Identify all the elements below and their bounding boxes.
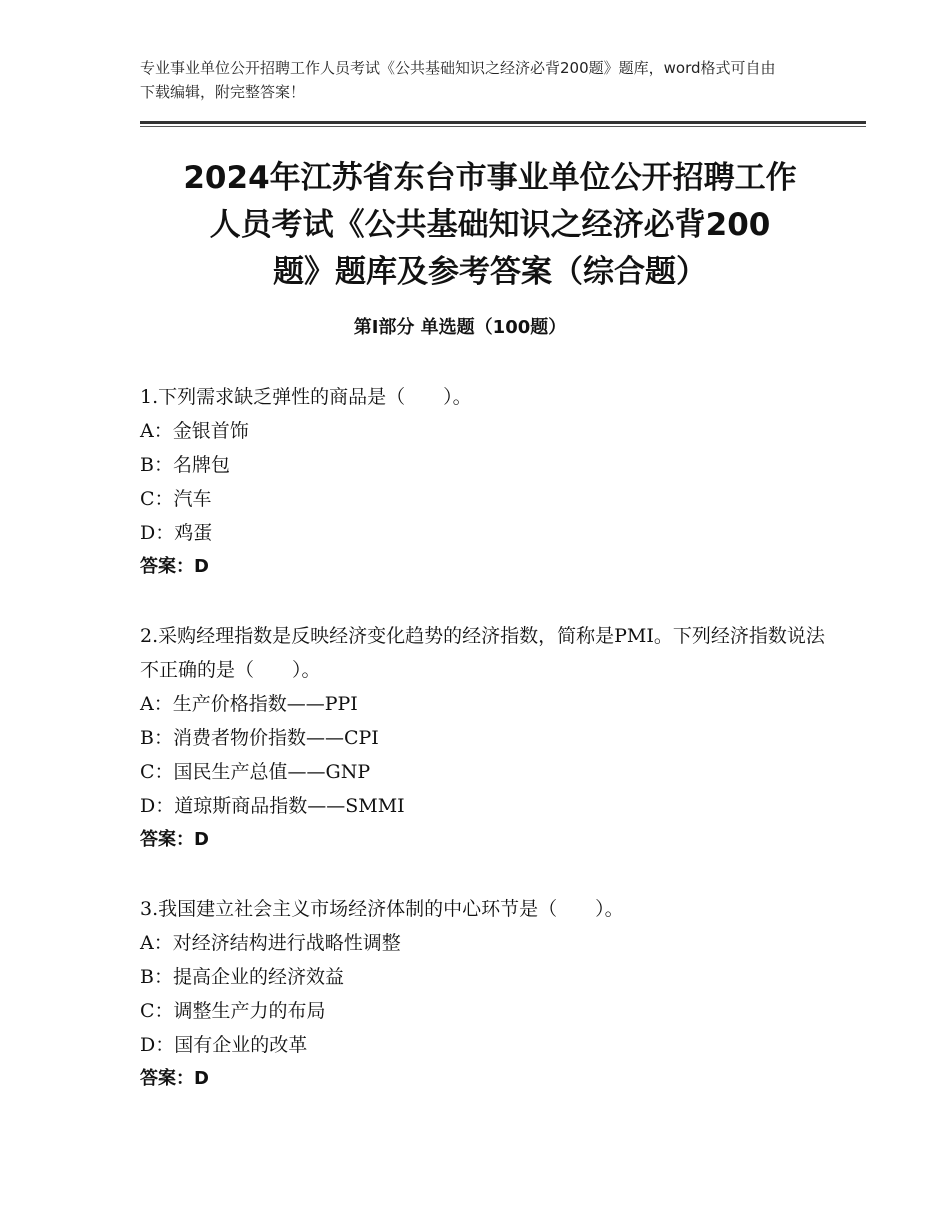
- option-c: C：国民生产总值——GNP: [140, 761, 371, 783]
- question-text: 3.我国建立社会主义市场经济体制的中心环节是（ ）。: [140, 898, 624, 920]
- header-rule-thick: [140, 121, 866, 124]
- question-text: 2.采购经理指数是反映经济变化趋势的经济指数，简称是PMI。下列经济指数说法不正确的是（ ）。: [140, 625, 825, 681]
- question-3: [140, 892, 830, 1096]
- option-a: A：金银首饰: [140, 420, 249, 442]
- option-b: B：提高企业的经济效益: [140, 966, 344, 988]
- question-2: [140, 619, 830, 857]
- document-title: [140, 155, 840, 296]
- option-c: C：汽车: [140, 488, 212, 510]
- title-line-1: 2024年江苏省东台市事业单位公开招聘工作: [183, 160, 797, 196]
- answer: 答案：D: [140, 556, 209, 577]
- option-d: D：国有企业的改革: [140, 1034, 308, 1056]
- option-a: A：对经济结构进行战略性调整: [140, 932, 401, 954]
- option-c: C：调整生产力的布局: [140, 1000, 326, 1022]
- title-line-3: 题》题库及参考答案（综合题）: [273, 254, 707, 290]
- option-a: A：生产价格指数——PPI: [140, 693, 358, 715]
- title-line-2: 人员考试《公共基础知识之经济必背200: [209, 207, 771, 243]
- answer: 答案：D: [140, 829, 209, 850]
- header-note: 专业事业单位公开招聘工作人员考试《公共基础知识之经济必背200题》题库，word格式可自由下载编辑，附完整答案！: [140, 59, 776, 101]
- question-1: [140, 380, 830, 584]
- option-d: D：道琼斯商品指数——SMMI: [140, 795, 405, 817]
- section-title: 第Ⅰ部分 单选题（100题）: [353, 317, 567, 338]
- answer: 答案：D: [140, 1068, 209, 1089]
- option-d: D：鸡蛋: [140, 522, 213, 544]
- option-b: B：名牌包: [140, 454, 230, 476]
- option-b: B：消费者物价指数——CPI: [140, 727, 379, 749]
- header-rule-thin: [140, 126, 866, 127]
- question-text: 1.下列需求缺乏弹性的商品是（ ）。: [140, 386, 472, 408]
